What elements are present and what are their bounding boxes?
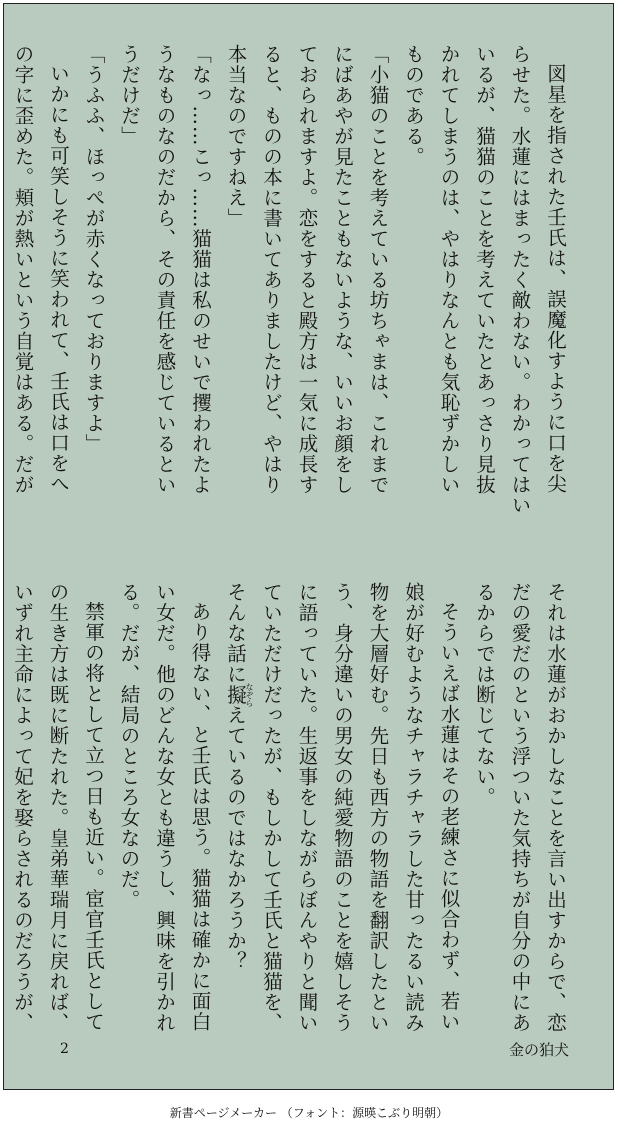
text-line: だの愛だのという浮ついた気持ちが自分の中にあ (508, 582, 532, 1033)
text-line: う、身分違いの男女の純愛物語のことを嬉しそう (331, 582, 354, 1033)
text-line: ると、ものの本に書いてありましたけど、やはり (260, 44, 283, 495)
text-column-top (5, 44, 573, 544)
text-line: うなものなのだから、その責任を感じているとい (153, 44, 177, 495)
text-line: らせた。水蓮にはまったく敵わない。わかってはい (508, 44, 532, 516)
footer-caption: 新書ページメーカー （フォント：源暎こぶり明朝） (169, 1106, 449, 1120)
text-line: 娘が好むようなチャラチャラした甘ったるい読み (402, 582, 425, 1033)
text-line: 図星を指された壬氏は、誤魔化すように口を尖 (544, 63, 567, 494)
text-line: それは水蓮がおかしなことを言い出すからで、恋 (544, 582, 567, 1033)
text-line: そういえば水蓮はその老練さに似合わず、若い (437, 601, 461, 1032)
text-line: 禁軍の将として立つ日も近い。宦官壬氏として (82, 601, 105, 1032)
text-column-bottom (5, 582, 574, 1052)
text-line: ておられますよ。恋をすると殿方は一気に成長す (295, 44, 319, 495)
ruby-annotation: 擬なぞら (224, 682, 254, 707)
page-number: 2 (60, 1041, 69, 1057)
text-line: の字に歪めた。頬が熱いという自覚はある。だが (11, 44, 35, 495)
text-line: 「なっ……こっ……猫猫は私のせいで攫われたよ (189, 44, 212, 495)
text-line: 本当なのですねえ」 (224, 44, 248, 229)
text-line: あり得ない、と壬氏は思う。猫猫は確かに面白 (188, 601, 212, 1032)
text-line: にばあやが見たこともないような、いいお顔をし (331, 44, 354, 495)
text-line: そんな話に擬なぞらえているのではなかろうか？ (224, 582, 254, 972)
text-line: 「うふふ、ほっぺが赤くなっておりますよ」 (82, 44, 106, 454)
book-page (3, 3, 614, 1090)
text-line: いるが、猫猫のことを考えていたとあっさり見抜 (473, 44, 496, 495)
text-line: に語っていた。生返事をしながらぼんやりと聞い (295, 582, 319, 1033)
text-line: かれてしまうのは、やはりなんとも気恥ずかしい (437, 44, 461, 495)
text-line: 「小猫のことを考えている坊ちゃまは、これまで (366, 44, 390, 495)
text-line: の生き方は既に断たれた。皇弟華瑞月に戻れば、 (46, 582, 70, 1033)
text-line: るからでは断じてない。 (473, 582, 496, 808)
text-line: いずれ主命によって妃を娶らされるのだろうが、 (11, 582, 34, 1033)
book-title: 金の狛犬 (508, 1041, 569, 1059)
text-line: うだけだ」 (118, 44, 141, 147)
text-line: 物を大層好む。先日も西方の物語を翻訳したとい (366, 582, 390, 1033)
text-line: いかにも可笑しそうに笑われて、壬氏は口をへ (47, 63, 70, 494)
text-line: る。だが、結局のところ女なのだ。 (117, 582, 141, 910)
text-line: ものである。 (402, 44, 425, 167)
text-line: い女だ。他のどんな女とも違うし、興味を引かれ (153, 582, 176, 1033)
text-line: ていただけだったが、もしかして壬氏と猫猫を、 (260, 582, 283, 1033)
